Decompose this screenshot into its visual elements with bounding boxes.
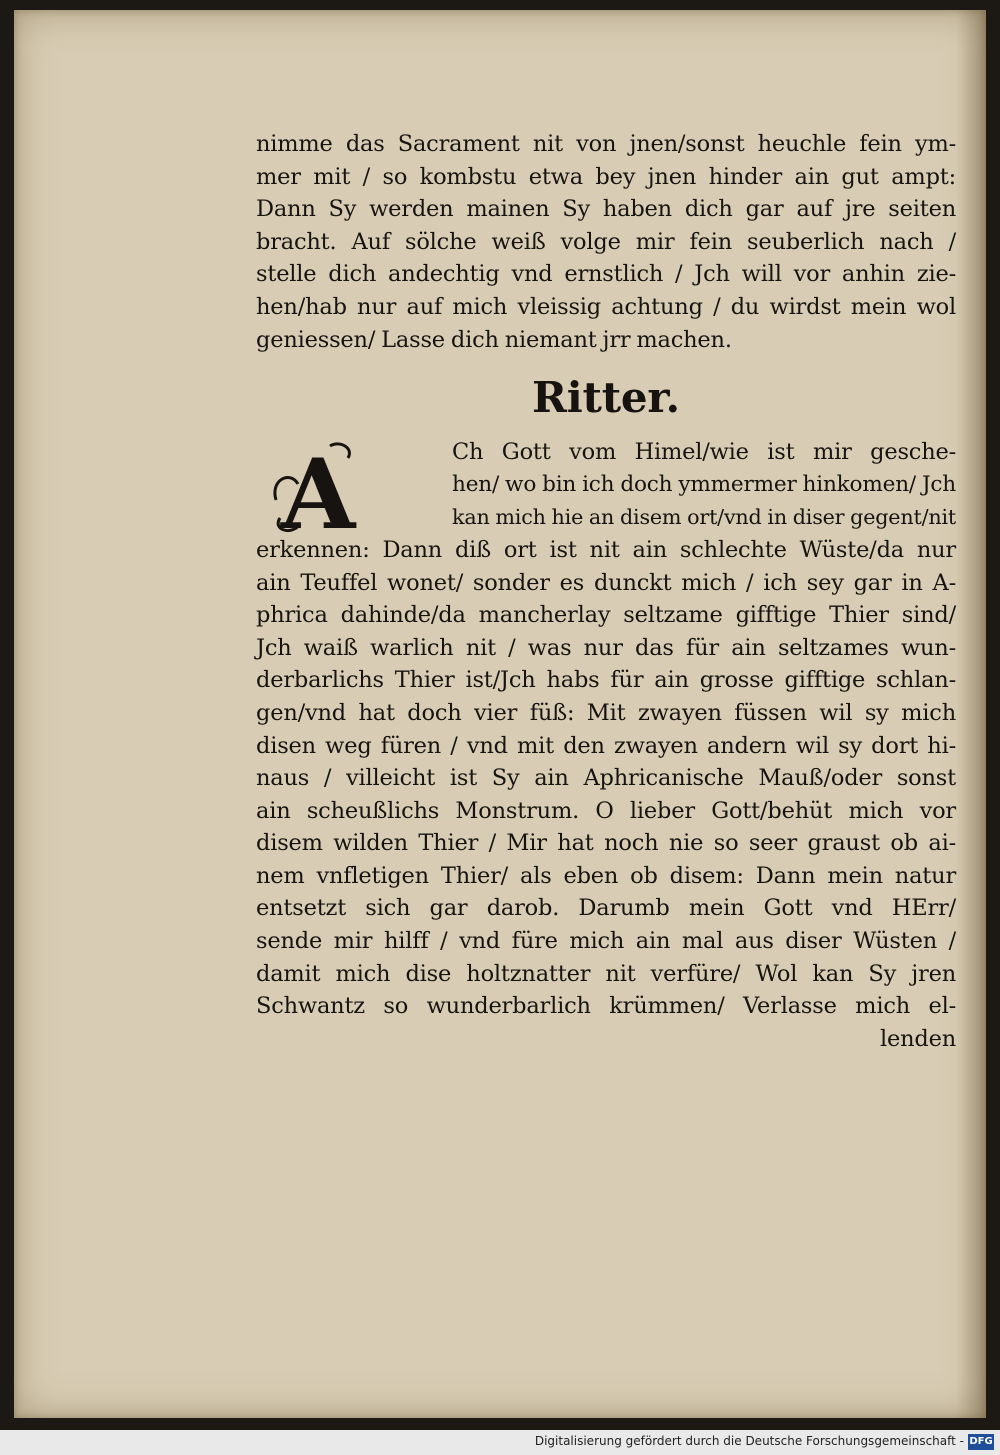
text-line: damit mich dise holtznatter nit verfüre/ Wol kan Sy jren	[256, 960, 956, 987]
footer-bar	[0, 1430, 1000, 1455]
text-line: gen/vnd hat doch vier füß: Mit zwayen füssen wil sy mich	[256, 699, 956, 726]
dfg-logo: DFG	[968, 1434, 994, 1450]
text-line: bracht. Auf sölche weiß volge mir fein seuberlich nach /	[256, 228, 956, 255]
text-line: Schwantz so wunderbarlich krümmen/ Verlasse mich el-	[256, 993, 956, 1020]
text-line: disen weg füren / vnd mit den zwayen andern wil sy dort hi-	[256, 732, 956, 759]
text-line: Ch Gott vom Himel/wie ist mir gesche-	[452, 439, 956, 466]
text-line: hen/hab nur auf mich vleissig achtung / du wirdst mein wol	[256, 293, 956, 320]
opening-paragraph	[256, 128, 956, 356]
text-line: disem wilden Thier / Mir hat noch nie so seer graust ob ai-	[256, 830, 956, 857]
text-line: nem vnfletigen Thier/ als eben ob disem: Dann mein natur	[256, 862, 956, 889]
text-line: ain scheußlichs Monstrum. O lieber Gott/behüt mich vor	[256, 797, 956, 824]
text-line: derbarlichs Thier ist/Jch habs für ain grosse gifftige schlan-	[256, 667, 956, 694]
text-line: mer mit / so kombstu etwa bey jnen hinder ain gut ampt:	[256, 163, 956, 190]
text-line: nimme das Sacrament nit von jnen/sonst heuchle fein ym-	[256, 131, 956, 157]
ritter-section	[256, 436, 956, 541]
text-line: Jch waiß warlich nit / was nur das für ain seltzames wun-	[256, 634, 956, 661]
text-line: erkennen: Dann diß ort ist nit ain schlechte Wüste/da nur	[256, 536, 956, 563]
text-line: entsetzt sich gar darob. Darumb mein Gott vnd HErr/	[256, 895, 956, 922]
text-line: phrica dahinde/da mancherlay seltzame gifftige Thier sind/	[256, 602, 956, 629]
page-edge-shadow	[956, 10, 986, 1418]
text-line: geniessen/ Lasse dich niemant jrr machen.	[256, 326, 732, 353]
text-line: hen/ wo bin ich doch ymmermer hinkomen/ Jch	[452, 471, 956, 497]
text-line: Dann Sy werden mainen Sy haben dich gar auf jre seiten	[256, 196, 956, 223]
main-paragraph	[256, 534, 956, 1023]
catchword: lenden	[879, 1025, 956, 1052]
footer-credit: Digitalisierung gefördert durch die Deutsche Forschungsgemeinschaft -	[534, 1434, 964, 1448]
section-heading: Ritter.	[532, 373, 680, 423]
text-block	[256, 128, 956, 1077]
text-line: naus / villeicht ist Sy ain Aphricanische Mauß/oder sonst	[256, 765, 956, 792]
svg-text:A: A	[280, 440, 356, 541]
bleed-through	[256, 1055, 956, 1077]
text-line: stelle dich andechtig vnd ernstlich / Jch will vor anhin zie-	[256, 261, 956, 288]
text-line: ain Teuffel wonet/ sonder es dunckt mich / ich sey gar in A-	[256, 569, 956, 596]
text-line: kan mich hie an disem ort/vnd in diser gegent/nit	[452, 505, 956, 530]
decorated-initial-icon	[270, 440, 366, 540]
text-line: sende mir hilff / vnd füre mich ain mal aus diser Wüsten /	[256, 928, 956, 955]
